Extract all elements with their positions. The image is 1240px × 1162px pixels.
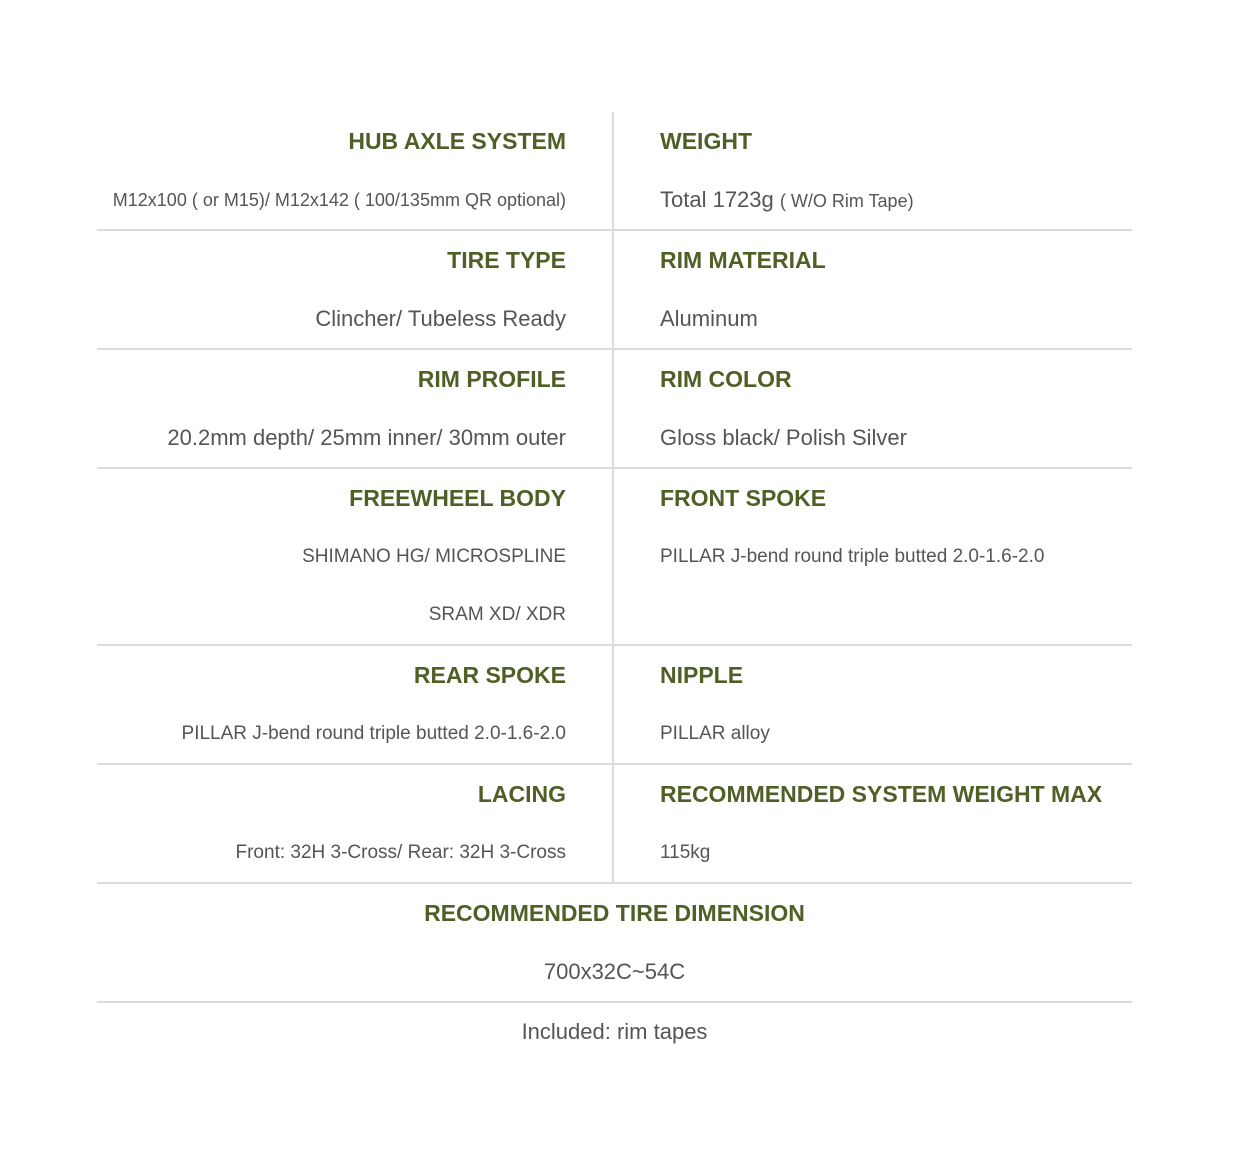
spec-row-tire-dimension xyxy=(97,884,1132,1003)
spec-cell-lacing xyxy=(97,765,614,882)
rim-material-label: RIM MATERIAL xyxy=(660,247,826,273)
rim-color-label: RIM COLOR xyxy=(660,366,792,392)
freewheel-body-value-1: SHIMANO HG/ MICROSPLINE xyxy=(302,546,566,567)
spec-row-freewheel-front-spoke xyxy=(97,469,1132,646)
tire-type-label: TIRE TYPE xyxy=(447,247,566,273)
tire-dimension-label: RECOMMENDED TIRE DIMENSION xyxy=(424,900,805,926)
tire-type-value: Clincher/ Tubeless Ready xyxy=(315,306,566,331)
spec-cell-rim-color xyxy=(614,350,1132,467)
spec-row-hub-weight xyxy=(97,112,1132,231)
spec-cell-rear-spoke xyxy=(97,646,614,763)
weight-note: ( W/O Rim Tape) xyxy=(779,191,914,211)
rim-color-value: Gloss black/ Polish Silver xyxy=(660,425,907,450)
spec-cell-hub-axle xyxy=(97,112,614,229)
system-weight-max-value: 115kg xyxy=(660,842,711,863)
spec-cell-tire-type xyxy=(97,231,614,348)
front-spoke-label: FRONT SPOKE xyxy=(660,485,827,511)
weight-value xyxy=(660,171,1132,229)
weight-label: WEIGHT xyxy=(660,128,752,154)
spec-cell-front-spoke xyxy=(614,469,1132,644)
hub-axle-label: HUB AXLE SYSTEM xyxy=(348,128,566,154)
spec-row-tire-rim-material xyxy=(97,231,1132,350)
nipple-value: PILLAR alloy xyxy=(660,723,770,744)
rim-profile-value: 20.2mm depth/ 25mm inner/ 30mm outer xyxy=(167,425,566,450)
freewheel-body-value-2: SRAM XD/ XDR xyxy=(428,604,566,625)
spec-cell-system-weight-max xyxy=(614,765,1132,882)
spec-cell-rim-material xyxy=(614,231,1132,348)
included-note: Included: rim tapes xyxy=(521,1019,708,1044)
spec-row-profile-color xyxy=(97,350,1132,469)
weight-total: Total 1723g xyxy=(660,187,774,212)
spec-table xyxy=(97,112,1132,1061)
rim-material-value: Aluminum xyxy=(660,306,758,331)
tire-dimension-value: 700x32C~54C xyxy=(543,959,686,984)
spec-row-lacing-weight-max xyxy=(97,765,1132,884)
rear-spoke-label: REAR SPOKE xyxy=(413,662,566,688)
spec-cell-rim-profile xyxy=(97,350,614,467)
hub-axle-value: M12x100 ( or M15)/ M12x142 ( 100/135mm QR optional) xyxy=(112,190,566,210)
spec-cell-weight xyxy=(614,112,1132,229)
front-spoke-value: PILLAR J-bend round triple butted 2.0-1.6-2.0 xyxy=(660,546,1045,567)
lacing-value: Front: 32H 3-Cross/ Rear: 32H 3-Cross xyxy=(235,842,566,863)
system-weight-max-label: RECOMMENDED SYSTEM WEIGHT MAX xyxy=(660,781,1103,807)
spec-cell-freewheel-body xyxy=(97,469,614,644)
freewheel-body-label: FREEWHEEL BODY xyxy=(349,485,566,511)
rear-spoke-value: PILLAR J-bend round triple butted 2.0-1.6-2.0 xyxy=(181,723,566,744)
spec-cell-tire-dimension xyxy=(97,884,1132,1001)
spec-cell-nipple xyxy=(614,646,1132,763)
lacing-label: LACING xyxy=(477,781,566,807)
spec-row-rear-spoke-nipple xyxy=(97,646,1132,765)
nipple-label: NIPPLE xyxy=(660,662,744,688)
rim-profile-label: RIM PROFILE xyxy=(417,366,566,392)
